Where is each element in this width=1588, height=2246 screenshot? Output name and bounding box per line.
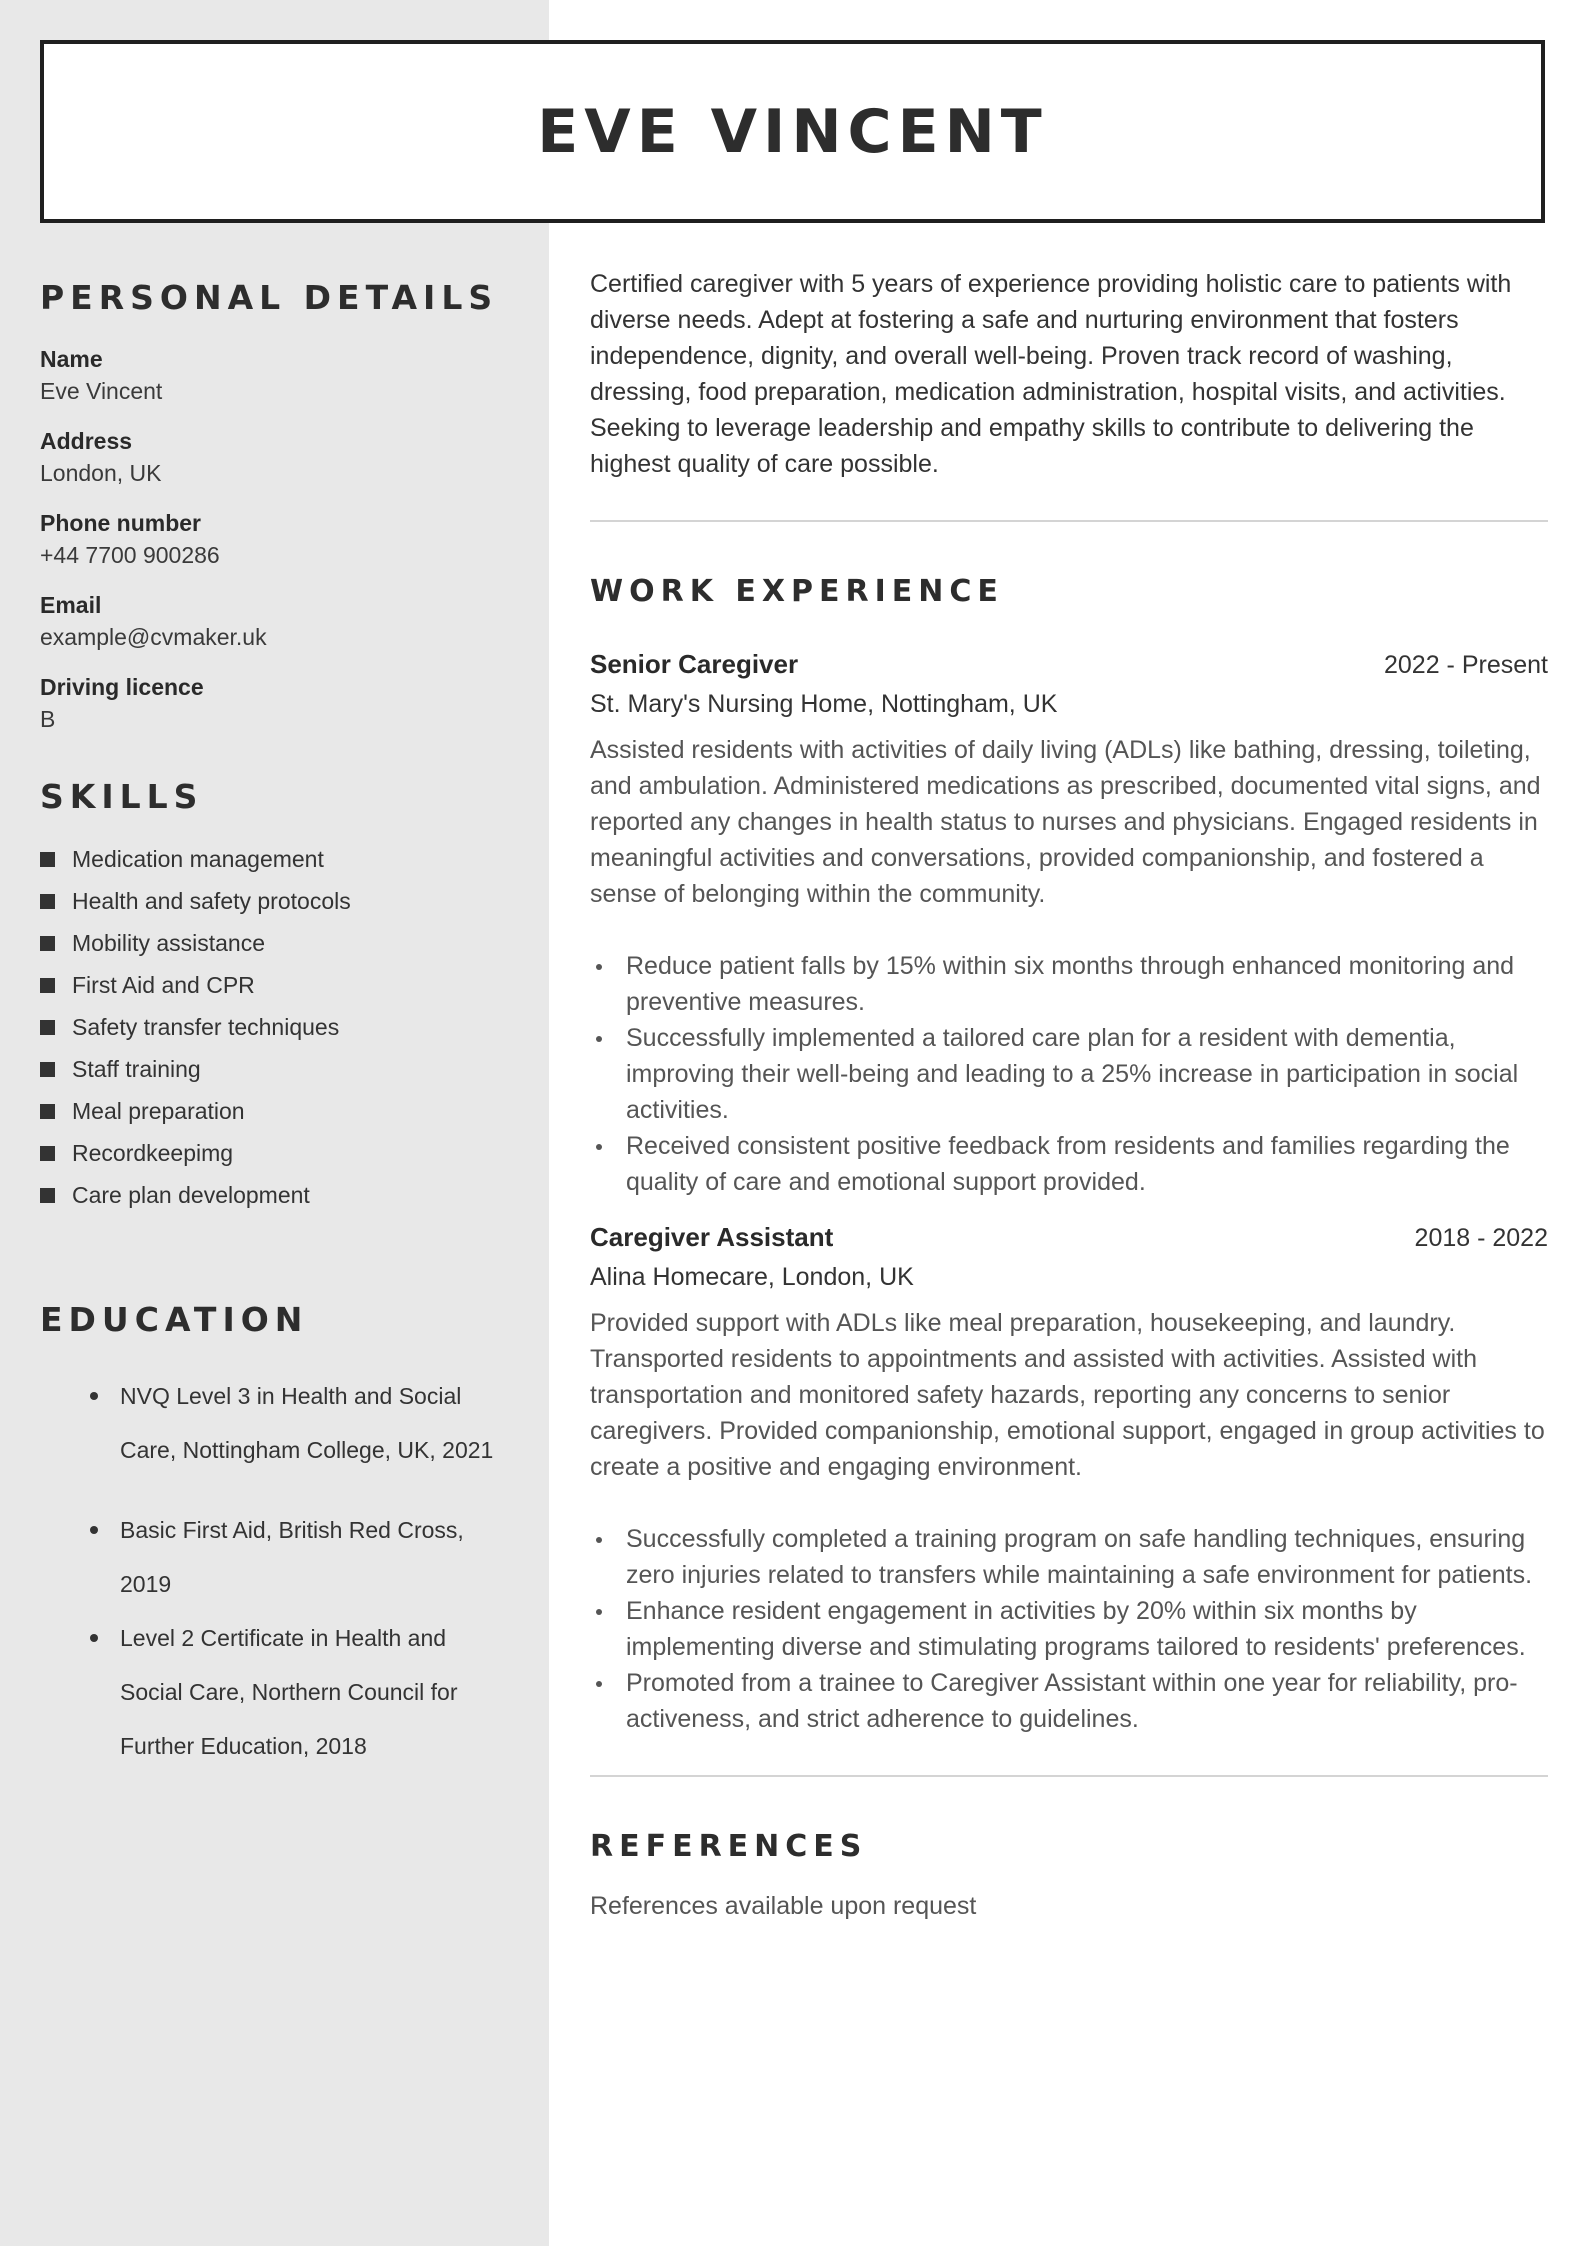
- detail-label: Name: [40, 346, 103, 372]
- skill-item: [40, 880, 510, 922]
- job-dates: 2018 - 2022: [1414, 1224, 1548, 1252]
- square-bullet-icon: [40, 1020, 55, 1035]
- bullet-icon: [596, 1144, 602, 1150]
- job-dates: 2022 - Present: [1384, 651, 1548, 679]
- bullet-icon: [596, 964, 602, 970]
- job-entry: [590, 1222, 1548, 1737]
- bullet-icon: [596, 1036, 602, 1042]
- detail-phone: [40, 507, 510, 571]
- detail-label: Address: [40, 428, 133, 454]
- skill-item: [40, 838, 510, 880]
- skill-label: Medication management: [72, 846, 324, 872]
- achievement-item: [590, 948, 1548, 1020]
- skill-item: [40, 1048, 510, 1090]
- achievement-text: Enhance resident engagement in activities by 20% within six months by implementing diverse and stimulating programs tailored to residents' preferences.: [626, 1597, 1526, 1661]
- skill-label: Staff training: [72, 1056, 201, 1082]
- job-description: Assisted residents with activities of daily living (ADLs) like bathing, dressing, toileting, and ambulation. Administered medications as prescribed, documented vital signs, and reported any changes in health status to nurses and physicians. Engaged residents in meaningful activities and conversations, provided companionship, and fostered a sense of belonging within the community.: [590, 736, 1541, 908]
- job-company: Alina Homecare, London, UK: [590, 1263, 914, 1291]
- achievement-text: Received consistent positive feedback from residents and families regarding the quality of care and emotional support provided.: [626, 1132, 1510, 1196]
- job-achievements: [590, 1521, 1548, 1737]
- personal-details-title: PERSONAL DETAILS: [40, 278, 499, 317]
- square-bullet-icon: [40, 936, 55, 951]
- bullet-icon: [90, 1634, 98, 1642]
- personal-details-list: [40, 343, 510, 735]
- achievement-text: Promoted from a trainee to Caregiver Assistant within one year for reliability, pro-activeness, and strict adherence to guidelines.: [626, 1669, 1518, 1733]
- square-bullet-icon: [40, 852, 55, 867]
- detail-label: Phone number: [40, 510, 202, 536]
- skill-item: [40, 922, 510, 964]
- detail-label: Email: [40, 592, 102, 618]
- profile-summary: Certified caregiver with 5 years of experience providing holistic care to patients with diverse needs. Adept at fostering a safe and nurturing environment that fosters independence, dignity, and overall well-being. Proven track record of washing, dressing, food preparation, medication administration, hospital visits, and activities. Seeking to leverage leadership and empathy skills to contribute to delivering the highest quality of care possible.: [590, 270, 1512, 478]
- achievement-item: [590, 1128, 1548, 1200]
- full-name: EVE VINCENT: [537, 96, 1048, 167]
- references-title: REFERENCES: [590, 1829, 868, 1864]
- square-bullet-icon: [40, 1104, 55, 1119]
- achievement-text: Reduce patient falls by 15% within six months through enhanced monitoring and preventive measures.: [626, 952, 1515, 1016]
- detail-address: [40, 425, 510, 489]
- bullet-icon: [596, 1537, 602, 1543]
- job-description: Provided support with ADLs like meal preparation, housekeeping, and laundry. Transported residents to appointments and assisted with activities. Assisted with transportation and monitored safety hazards, reporting any concerns to senior caregivers. Provided companionship, emotional support, engaged in group activities to create a positive and engaging environment.: [590, 1309, 1545, 1481]
- detail-value: +44 7700 900286: [40, 542, 220, 568]
- square-bullet-icon: [40, 1062, 55, 1077]
- skill-label: First Aid and CPR: [72, 972, 255, 998]
- job-company: St. Mary's Nursing Home, Nottingham, UK: [590, 690, 1058, 718]
- job-header: [590, 649, 1548, 680]
- education-text: Level 2 Certificate in Health and Social Care, Northern Council for Further Education, 2018: [120, 1625, 458, 1759]
- detail-value: London, UK: [40, 460, 162, 486]
- achievement-item: [590, 1020, 1548, 1128]
- skill-label: Care plan development: [72, 1182, 310, 1208]
- job-entry: [590, 649, 1548, 1200]
- education-list: [40, 1369, 510, 1773]
- skill-label: Safety transfer techniques: [72, 1014, 340, 1040]
- job-title: Caregiver Assistant: [590, 1222, 834, 1252]
- detail-value: Eve Vincent: [40, 378, 163, 404]
- skill-label: Mobility assistance: [72, 930, 266, 956]
- detail-name: [40, 343, 510, 407]
- references-text: References available upon request: [590, 1892, 977, 1920]
- name-header: [40, 40, 1545, 223]
- education-item: [40, 1611, 510, 1773]
- skill-item: [40, 1174, 510, 1216]
- bullet-icon: [90, 1526, 98, 1534]
- detail-label: Driving licence: [40, 674, 204, 700]
- detail-value: example@cvmaker.uk: [40, 624, 267, 650]
- main-column: [590, 266, 1548, 1921]
- section-divider: [590, 1775, 1548, 1777]
- skill-label: Recordkeepimg: [72, 1140, 234, 1166]
- education-text: NVQ Level 3 in Health and Social Care, Nottingham College, UK, 2021: [120, 1383, 494, 1463]
- square-bullet-icon: [40, 1146, 55, 1161]
- detail-driving-licence: [40, 671, 510, 735]
- bullet-icon: [596, 1681, 602, 1687]
- section-divider: [590, 520, 1548, 522]
- bullet-icon: [596, 1609, 602, 1615]
- work-experience-title: WORK EXPERIENCE: [590, 574, 1004, 609]
- detail-value: B: [40, 706, 56, 732]
- left-column: [40, 278, 510, 1773]
- skills-list: [40, 838, 510, 1216]
- achievement-text: Successfully implemented a tailored care plan for a resident with dementia, improving their well-being and leading to a 25% increase in participation in social activities.: [626, 1024, 1519, 1124]
- achievement-item: [590, 1593, 1548, 1665]
- education-item: [40, 1369, 510, 1477]
- bullet-icon: [90, 1392, 98, 1400]
- detail-email: [40, 589, 510, 653]
- achievement-item: [590, 1521, 1548, 1593]
- achievement-text: Successfully completed a training program on safe handling techniques, ensuring zero injuries related to transfers while maintaining a safe environment for patients.: [626, 1525, 1533, 1589]
- job-achievements: [590, 948, 1548, 1200]
- skills-title: SKILLS: [40, 777, 204, 816]
- square-bullet-icon: [40, 1188, 55, 1203]
- skill-item: [40, 1132, 510, 1174]
- skill-item: [40, 1006, 510, 1048]
- skill-item: [40, 964, 510, 1006]
- square-bullet-icon: [40, 894, 55, 909]
- job-title: Senior Caregiver: [590, 649, 799, 679]
- skill-item: [40, 1090, 510, 1132]
- education-title: EDUCATION: [40, 1300, 309, 1339]
- job-header: [590, 1222, 1548, 1253]
- skill-label: Health and safety protocols: [72, 888, 351, 914]
- square-bullet-icon: [40, 978, 55, 993]
- education-item: [40, 1503, 510, 1611]
- skill-label: Meal preparation: [72, 1098, 245, 1124]
- education-text: Basic First Aid, British Red Cross, 2019: [120, 1517, 464, 1597]
- achievement-item: [590, 1665, 1548, 1737]
